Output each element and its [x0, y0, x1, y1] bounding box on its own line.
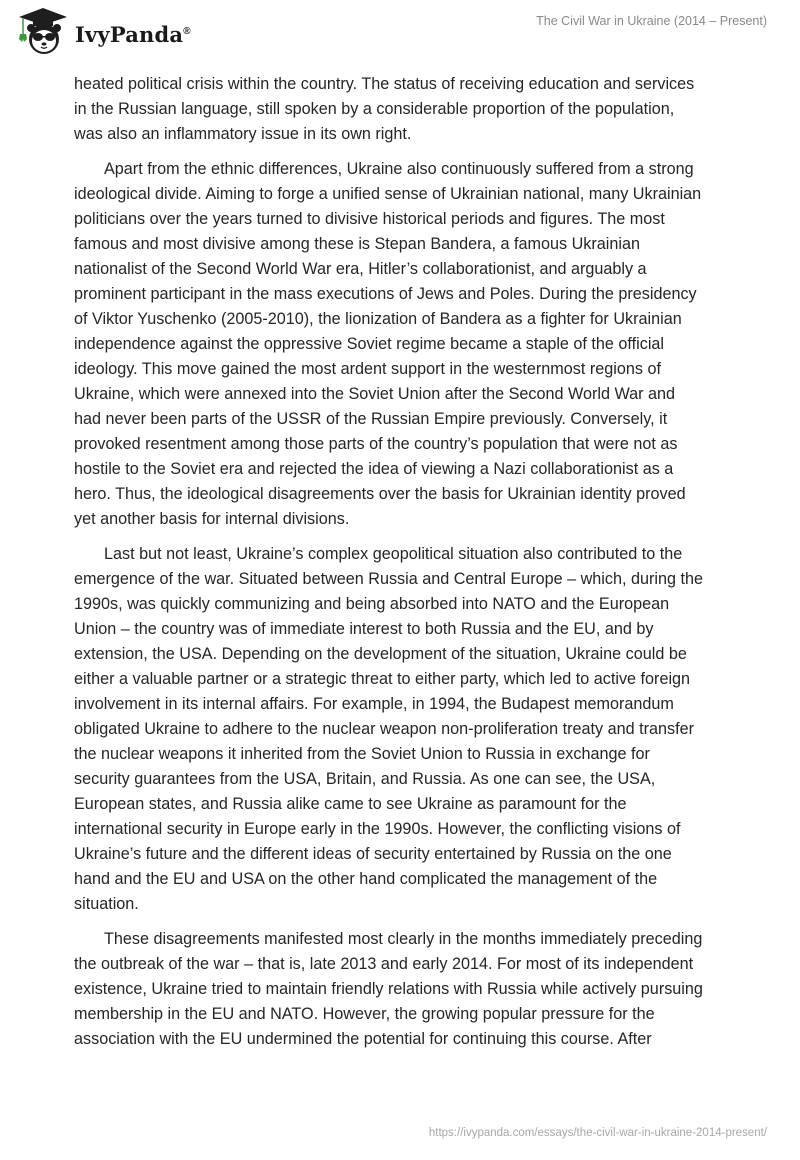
text-line: obligated Ukraine to adhere to the nuclear weapon non-proliferation treaty and transfer — [74, 720, 695, 738]
text-line: the nuclear weapons it inherited from the Soviet Union to Russia in exchange for — [74, 745, 650, 763]
text-line: hostile to the Soviet era and rejected the idea of viewing a Nazi collaborationist as a — [74, 460, 674, 478]
text-line: international security in Europe early in the 1990s. However, the conflicting visions of — [74, 820, 681, 838]
text-line: extension, the USA. Depending on the development of the situation, Ukraine could be — [74, 645, 687, 663]
text-line: European states, and Russia alike came to see Ukraine as paramount for the — [74, 795, 627, 813]
panda-graduation-cap-icon — [17, 6, 69, 56]
text-line: security guarantees from the USA, Britain, and Russia. As one can see, the USA, — [74, 770, 656, 788]
text-line: association with the EU undermined the potential for continuing this course. After — [74, 1030, 652, 1048]
text-line: famous and most divisive among these is Stepan Bandera, a famous Ukrainian — [74, 235, 640, 253]
brand-name: IvyPanda® — [75, 21, 191, 47]
text-line: membership in the EU and NATO. However, the growing popular pressure for the — [74, 1005, 655, 1023]
text-line: hero. Thus, the ideological disagreements over the basis for Ukrainian identity proved — [74, 485, 686, 503]
text-line: independence against the oppressive Soviet regime became a staple of the official — [74, 335, 665, 353]
text-line: Ukraine, which were annexed into the Soviet Union after the Second World War and — [74, 385, 676, 403]
text-line: 1990s, was quickly communizing and being absorbed into NATO and the European — [74, 595, 670, 613]
paragraph-2 — [74, 157, 734, 532]
text-line: heated political crisis within the country. The status of receiving education and services — [74, 75, 695, 93]
document-title: The Civil War in Ukraine (2014 – Present) — [536, 14, 767, 28]
registered-mark: ® — [183, 25, 191, 37]
text-line: prominent participant in the mass executions of Jews and Poles. During the presidency — [74, 285, 697, 303]
text-line: involvement in its internal affairs. For example, in 1994, the Budapest memorandum — [74, 695, 674, 713]
source-url-link[interactable]: https://ivypanda.com/essays/the-civil-war-in-ukraine-2014-present/ — [428, 1127, 767, 1139]
paragraph-3 — [74, 542, 734, 917]
text-line: had never been parts of the USSR of the Russian Empire previously. Conversely, it — [74, 410, 668, 428]
text-line: Ukraine’s future and the different ideas of security entertained by Russia on the one — [74, 845, 672, 863]
ivypanda-logo[interactable] — [17, 6, 191, 56]
text-line: nationalist of the Second World War era, Hitler’s collaborationist, and arguably a — [74, 260, 647, 278]
text-line: yet another basis for internal divisions. — [74, 510, 350, 528]
text-line: existence, Ukraine tried to maintain friendly relations with Russia while actively pursuing — [74, 980, 703, 998]
text-line: situation. — [74, 895, 139, 913]
text-line: Union – the country was of immediate interest to both Russia and the EU, and by — [74, 620, 654, 638]
text-line: provoked resentment among those parts of the country’s population that were not as — [74, 435, 678, 453]
text-line: These disagreements manifested most clearly in the months immediately preceding — [104, 930, 703, 948]
paragraph-1 — [74, 72, 734, 147]
text-line: in the Russian language, still spoken by a considerable proportion of the population, — [74, 100, 675, 118]
text-line: emergence of the war. Situated between Russia and Central Europe – which, during the — [74, 570, 703, 588]
text-line: of Viktor Yuschenko (2005-2010), the lionization of Bandera as a fighter for Ukrainian — [74, 310, 682, 328]
text-line: Last but not least, Ukraine’s complex geopolitical situation also contributed to the — [104, 545, 683, 563]
text-line: either a valuable partner or a strategic threat to either party, which led to active foreign — [74, 670, 691, 688]
text-line: politicians over the years turned to divisive historical periods and figures. The most — [74, 210, 665, 228]
text-line: ideology. This move gained the most ardent support in the westernmost regions of — [74, 360, 661, 378]
text-line: ideological divide. Aiming to forge a unified sense of Ukrainian national, many Ukrainian — [74, 185, 702, 203]
essay-body — [74, 72, 734, 1062]
text-line: the outbreak of the war – that is, late 2013 and early 2014. For most of its independent — [74, 955, 694, 973]
page-header — [0, 0, 800, 70]
text-line: hand and the EU and USA on the other hand complicated the management of the — [74, 870, 658, 888]
text-line: was also an inflammatory issue in its own right. — [74, 125, 412, 143]
text-line: Apart from the ethnic differences, Ukraine also continuously suffered from a strong — [104, 160, 694, 178]
paragraph-4 — [74, 927, 734, 1052]
